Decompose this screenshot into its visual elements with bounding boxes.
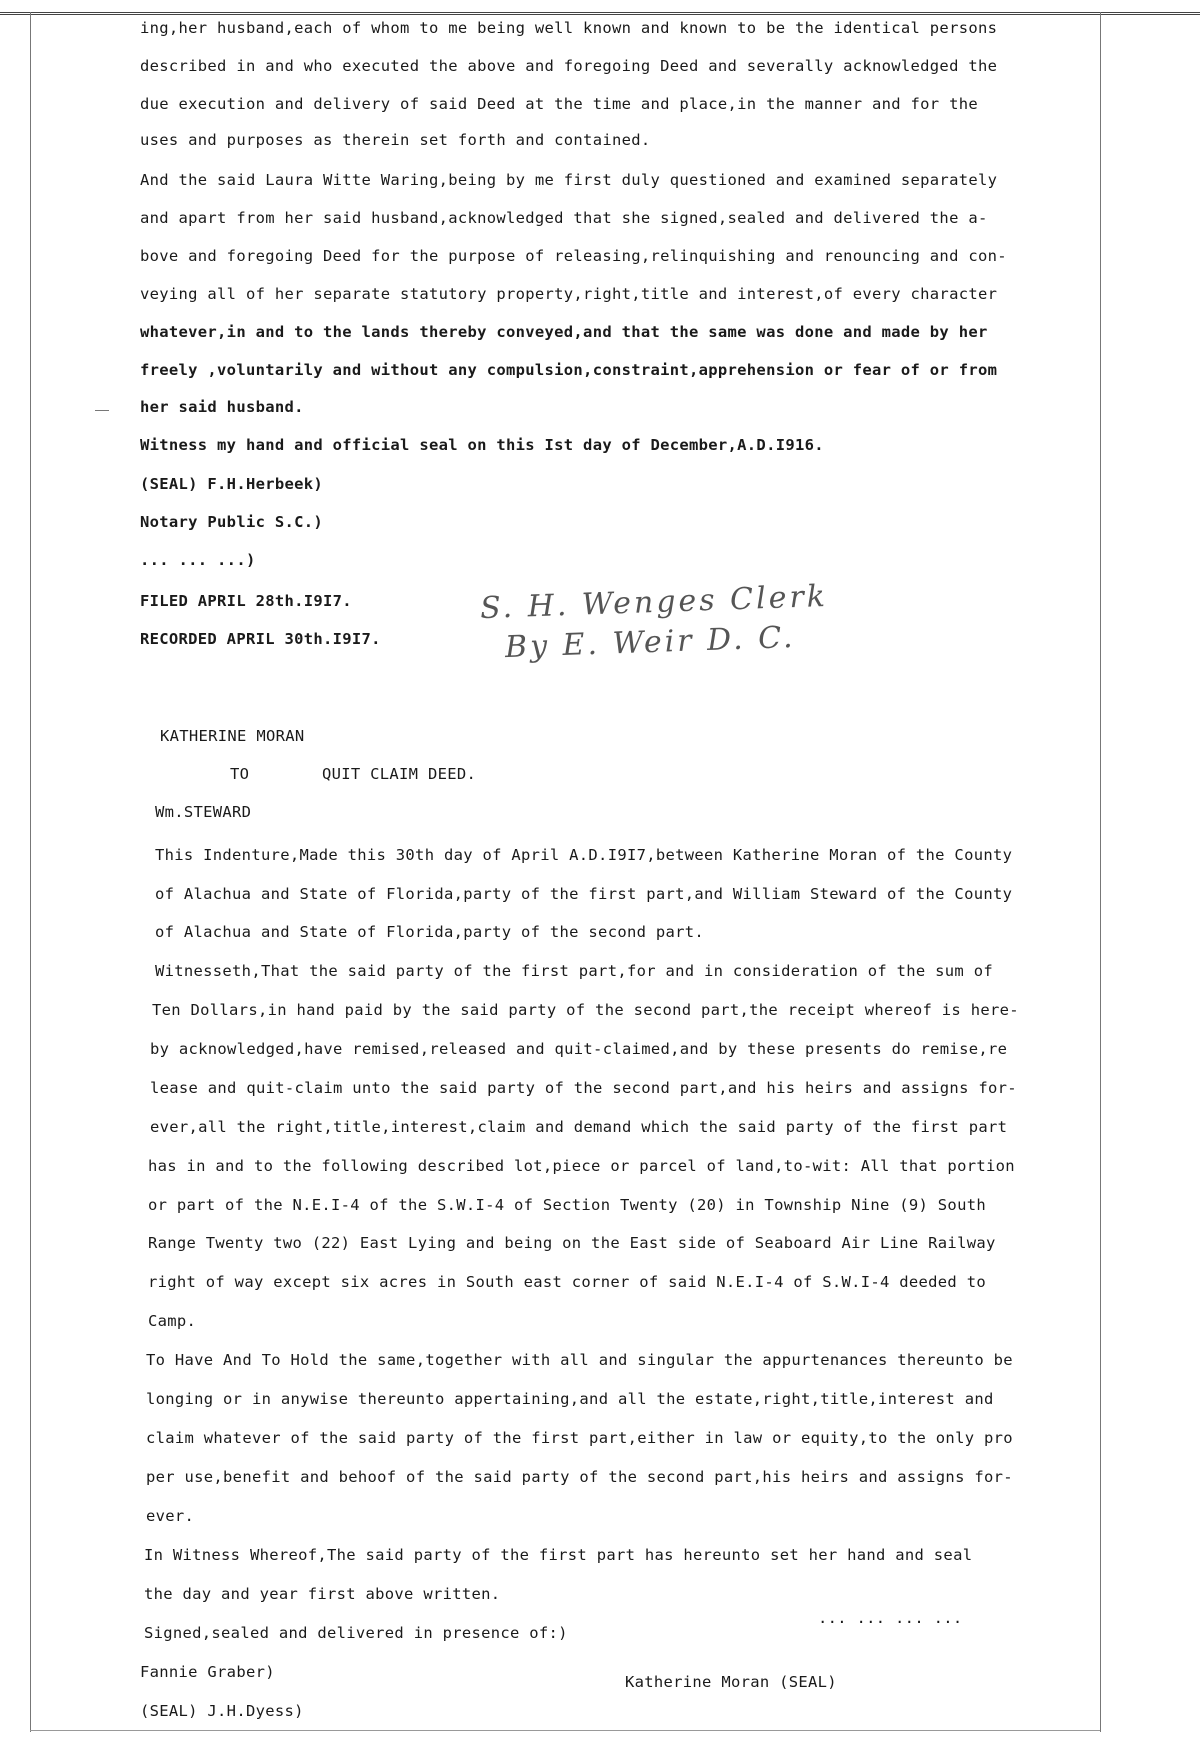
text-line: her said husband.	[140, 398, 304, 416]
ellipsis-line: ... ... ...)	[140, 551, 256, 569]
witness-name: Fannie Graber)	[140, 1663, 275, 1681]
text-line: bove and foregoing Deed for the purpose of releasing,relinquishing and renouncing and con-	[140, 247, 1007, 265]
deputy-clerk-signature-line: By E. Weir D. C.	[504, 619, 797, 666]
clerk-signature-line: S. H. Wenges Clerk	[479, 578, 829, 627]
text-line: lease and quit-claim unto the said party of the second part,and his heirs and assigns for-	[150, 1079, 1017, 1097]
notary-seal-line: (SEAL) F.H.Herbeek)	[140, 475, 324, 493]
text-line: due execution and delivery of said Deed at the time and place,in the manner and for the	[140, 95, 978, 113]
text-line: or part of the N.E.I-4 of the S.W.I-4 of Section Twenty (20) in Township Nine (9) South	[148, 1196, 986, 1214]
text-line: freely ,voluntarily and without any compulsion,constraint,apprehension or fear of or from	[140, 361, 998, 379]
page-bottom-border	[30, 1730, 1100, 1731]
text-line: described in and who executed the above and foregoing Deed and severally acknowledged the	[140, 57, 998, 75]
text-line: Ten Dollars,in hand paid by the said party of the second part,the receipt whereof is here-	[152, 1001, 1019, 1019]
text-line: Signed,sealed and delivered in presence of:)	[144, 1624, 568, 1642]
grantor-name: KATHERINE MORAN	[160, 727, 305, 745]
page-right-border	[1100, 12, 1101, 1732]
witness-line: Witness my hand and official seal on this Ist day of December,A.D.I916.	[140, 436, 824, 454]
grantee-name: Wm.STEWARD	[155, 803, 252, 821]
deed-type: QUIT CLAIM DEED.	[322, 765, 477, 783]
text-line: ing,her husband,each of whom to me being well known and known to be the identical persons	[140, 19, 998, 37]
text-line: veying all of her separate statutory property,right,title and interest,of every character	[140, 285, 998, 303]
text-line: of Alachua and State of Florida,party of the first part,and William Steward of the County	[155, 885, 1013, 903]
text-line: To Have And To Hold the same,together with all and singular the appurtenances thereunto be	[146, 1351, 1013, 1369]
text-line: right of way except six acres in South east corner of said N.E.I-4 of S.W.I-4 deeded to	[148, 1273, 986, 1291]
recorded-date: RECORDED APRIL 30th.I9I7.	[140, 630, 381, 648]
text-line: Witnesseth,That the said party of the first part,for and in consideration of the sum of	[155, 962, 993, 980]
grantor-signature: Katherine Moran (SEAL)	[625, 1673, 837, 1691]
text-line: whatever,in and to the lands thereby conveyed,and that the same was done and made by her	[140, 323, 988, 341]
text-line: by acknowledged,have remised,released and quit-claimed,and by these presents do remise,re	[150, 1040, 1008, 1058]
notary-title-line: Notary Public S.C.)	[140, 513, 324, 531]
page-left-border	[30, 12, 31, 1732]
text-line: longing or in anywise thereunto appertaining,and all the estate,right,title,interest and	[146, 1390, 994, 1408]
text-line: ever.	[146, 1507, 195, 1525]
page-top-border	[0, 0, 1200, 15]
text-line: the day and year first above written.	[144, 1585, 501, 1603]
text-line: claim whatever of the said party of the first part,either in law or equity,to the only pro	[146, 1429, 1013, 1447]
text-line: And the said Laura Witte Waring,being by me first duly questioned and examined separately	[140, 171, 998, 189]
to-label: TO	[230, 765, 250, 783]
text-line: ever,all the right,title,interest,claim and demand which the said party of the first part	[150, 1118, 1008, 1136]
text-line: Range Twenty two (22) East Lying and being on the East side of Seaboard Air Line Railway	[148, 1234, 996, 1252]
text-line: This Indenture,Made this 30th day of April A.D.I9I7,between Katherine Moran of the County	[155, 846, 1013, 864]
signature-dots: ... ... ... ...	[818, 1609, 963, 1627]
text-line: uses and purposes as therein set forth and contained.	[140, 131, 651, 149]
witness-name: (SEAL) J.H.Dyess)	[140, 1702, 304, 1720]
text-line: In Witness Whereof,The said party of the first part has hereunto set her hand and seal	[144, 1546, 973, 1564]
text-line: and apart from her said husband,acknowledged that she signed,sealed and delivered the a-	[140, 209, 988, 227]
text-line: per use,benefit and behoof of the said party of the second part,his heirs and assigns for-	[146, 1468, 1013, 1486]
text-line: Camp.	[148, 1312, 197, 1330]
text-line: of Alachua and State of Florida,party of the second part.	[155, 923, 705, 941]
text-line: has in and to the following described lot,piece or parcel of land,to-wit: All that portion	[148, 1157, 1015, 1175]
margin-tick	[95, 410, 109, 411]
filed-date: FILED APRIL 28th.I9I7.	[140, 592, 352, 610]
